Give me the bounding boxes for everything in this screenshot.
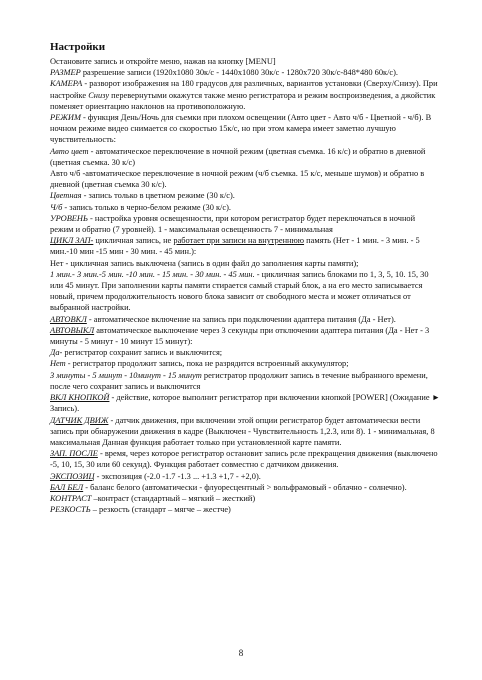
- text-segment: Авто ч/б -автоматическое переключение в ночной режим (ч/б съемка. 15 к/с, меньше шумов) и обратно в дневной (цветная съемка 30 к/с).: [50, 169, 425, 190]
- text-segment: память (Нет - 1 мин. - 3 мин. - 5 мин.-10 мин -15 мин - 30 мин. - 45 мин.):: [50, 236, 420, 257]
- text-segment: - разворот изображения на 180 градусов для различных, вариантов установки (Сверху/Снизу). При настройке: [50, 79, 438, 100]
- text-segment: Авто цвет: [50, 146, 89, 156]
- text-segment: регистратор сохранит запись и выключится;: [62, 348, 223, 358]
- text-segment: Цветная: [50, 191, 82, 201]
- paragraph-no: [50, 358, 440, 369]
- text-segment: Нет - цикличная запись выключена (запись в один файл до заполнения карты памяти);: [50, 258, 359, 268]
- text-segment: 3 минуты - 5 минут - 10минут - 15 минут: [50, 370, 202, 380]
- text-segment: - запись только в цветном режиме (30 к/с).: [81, 191, 235, 201]
- text-segment: ЗАП. ПОСЛЕ: [50, 449, 98, 459]
- text-segment: - регистратор продолжит запись, пока не разрядится встроенный аккумулятор;: [65, 359, 349, 369]
- text-segment: разрешение записи (1920x1080 30к/с - 1440x1080 30к/с - 1280x720 30к/с-848*480 60к/с).: [80, 68, 399, 78]
- text-segment: ЦИКЛ ЗАП-: [50, 236, 94, 246]
- text-segment: – резкость (стандарт – мягче – жестче): [90, 505, 231, 515]
- text-segment: регистратор продолжит запись в течение выбранного времени, после чего сохранит запись и выключится: [50, 370, 428, 391]
- paragraph-bw: [50, 202, 440, 213]
- paragraph-rez: [50, 67, 440, 78]
- paragraph-mode: [50, 112, 440, 146]
- paragraph-cycle: [50, 235, 440, 257]
- text-segment: Остановите запись и откройте меню, нажав на кнопку [MENU]: [50, 57, 276, 66]
- paragraph-cycle-none: [50, 258, 440, 269]
- paragraph-exposure: [50, 471, 440, 482]
- text-segment: АВТОВКЛ: [50, 314, 87, 324]
- paragraph-wb: [50, 482, 440, 493]
- paragraph-after: [50, 448, 440, 470]
- text-segment: БАЛ БЕЛ: [50, 482, 84, 492]
- text-segment: - действие, которое выполнит регистратор при включении кнопкой [POWER] (Ожидание ► Запись).: [50, 393, 440, 414]
- paragraph-auto-bw: [50, 168, 440, 190]
- paragraph-autoon: [50, 314, 440, 325]
- text-segment: - время, через которое регистратор остановит запись рсле прекращения движения (выключено -5, 10, 15, 30 или 60 секунд). Функция работает совместно с датчиком движения.: [50, 449, 438, 470]
- page-number: 8: [238, 648, 244, 658]
- text-segment: цикличная запись, не: [93, 236, 174, 246]
- paragraph-autooff: [50, 325, 440, 347]
- paragraph-color: [50, 190, 440, 201]
- paragraph-minutes: [50, 370, 440, 392]
- paragraph-sharp: [50, 504, 440, 515]
- text-segment: - цикличная запись блоками по 1, 3, 5, 10. 15, 30 или 45 минут. При заполнении карты памяти стирается самый старый блок, а на его место записывается новый, причем продолжительность нового блока зависит от свободного места и может отличаться от выбранной настройки.: [50, 269, 429, 313]
- text-segment: - экспозиция (-2.0 -1.7 -1.3 ... +1.3 +1,7 - +2,0).: [94, 471, 261, 481]
- text-segment: перевернутыми окажутся также меню регистратора и режим воспроизведения, а джойстик поменяет ориентацию наклонов на противоположную.: [50, 90, 436, 111]
- text-segment: КОНТРАСТ: [50, 493, 92, 503]
- text-segment: - настройка уровня освещенности, при котором регистратор будет переключаться в ночной режим и обратно (7 уровней). 1 - максимальная освещенность 7 - минимальная: [50, 213, 416, 235]
- document-page: [50, 40, 440, 515]
- document-body: [50, 56, 440, 515]
- text-segment: - датчик движения, при включении этой опции регистратор будет автоматически вести запись при обнаружении движения в кадре (Выключен - Чувствительность 1,2.3, или 8). 1 - минимальная, 8 максимальная Данная функция работает только при установленной карте памяти.: [50, 415, 435, 447]
- text-segment: ДАТЧИК ДВИЖ: [50, 415, 109, 425]
- paragraph-contrast: [50, 493, 440, 504]
- text-segment: РЕЖИМ: [50, 113, 81, 123]
- text-segment: КАМЕРА: [50, 79, 83, 89]
- text-segment: УРОВЕНЬ: [50, 213, 88, 223]
- text-segment: Да-: [50, 348, 63, 358]
- page-title: Настройки: [50, 41, 106, 53]
- text-segment: АВТОВЫКЛ: [50, 325, 95, 335]
- paragraph-motion: [50, 415, 440, 449]
- text-segment: работает при записи на внутреннюю: [173, 236, 305, 246]
- text-segment: - баланс белого (автоматически - флуоресцентный > вольфрамовый - облачно - солнечно).: [83, 482, 407, 492]
- paragraph-level: [50, 213, 440, 235]
- text-segment: ВКЛ КНОПКОЙ: [50, 393, 110, 403]
- text-segment: Ч/б: [50, 202, 63, 212]
- text-segment: 1 мин.- 3 мин.-5 мин. -10 мин. - 15 мин. - 30 мин. - 45 мин.: [50, 269, 255, 279]
- paragraph-yes: [50, 347, 440, 358]
- text-segment: РЕЗКОСТЬ: [50, 505, 91, 515]
- text-segment: –контраст (стандартный – мягкий – жесткий): [91, 493, 256, 503]
- paragraph-auto-color: [50, 146, 440, 168]
- text-segment: - функция День/Ночь для съемки при плохом освещении (Авто цвет - Авто ч/б - Цветной - ч/б). В ночном режиме видео снимается со скоростью 15к/с, но при этом камера имеет заметно лучшую чувствительность:: [50, 113, 432, 145]
- text-segment: автоматическое выключение через 3 секунды при отключении адаптера питания (Да - Нет - 3 минуты - 5 минут - 10 минут 15 минут):: [50, 325, 430, 347]
- text-segment: Снизу: [88, 90, 110, 100]
- paragraph-camera: [50, 78, 440, 112]
- text-segment: - запись только в черно-белом режиме (30 к/с).: [62, 202, 231, 212]
- paragraph-cycle-min: [50, 269, 440, 314]
- paragraph-intro: [50, 56, 440, 67]
- text-segment: ЭКСПОЗИЦ: [50, 471, 95, 481]
- text-segment: РАЗМЕР: [50, 68, 81, 78]
- text-segment: - автоматическое переключение в ночной режим (цветная съемка. 16 к/с) и обратно в дневной (цветная съемка. 30 к/с): [50, 146, 426, 167]
- text-segment: Нет: [50, 359, 66, 369]
- text-segment: - автоматическое включение на запись при подключении адаптера питания (Да - Нет).: [86, 314, 396, 324]
- paragraph-button: [50, 392, 440, 414]
